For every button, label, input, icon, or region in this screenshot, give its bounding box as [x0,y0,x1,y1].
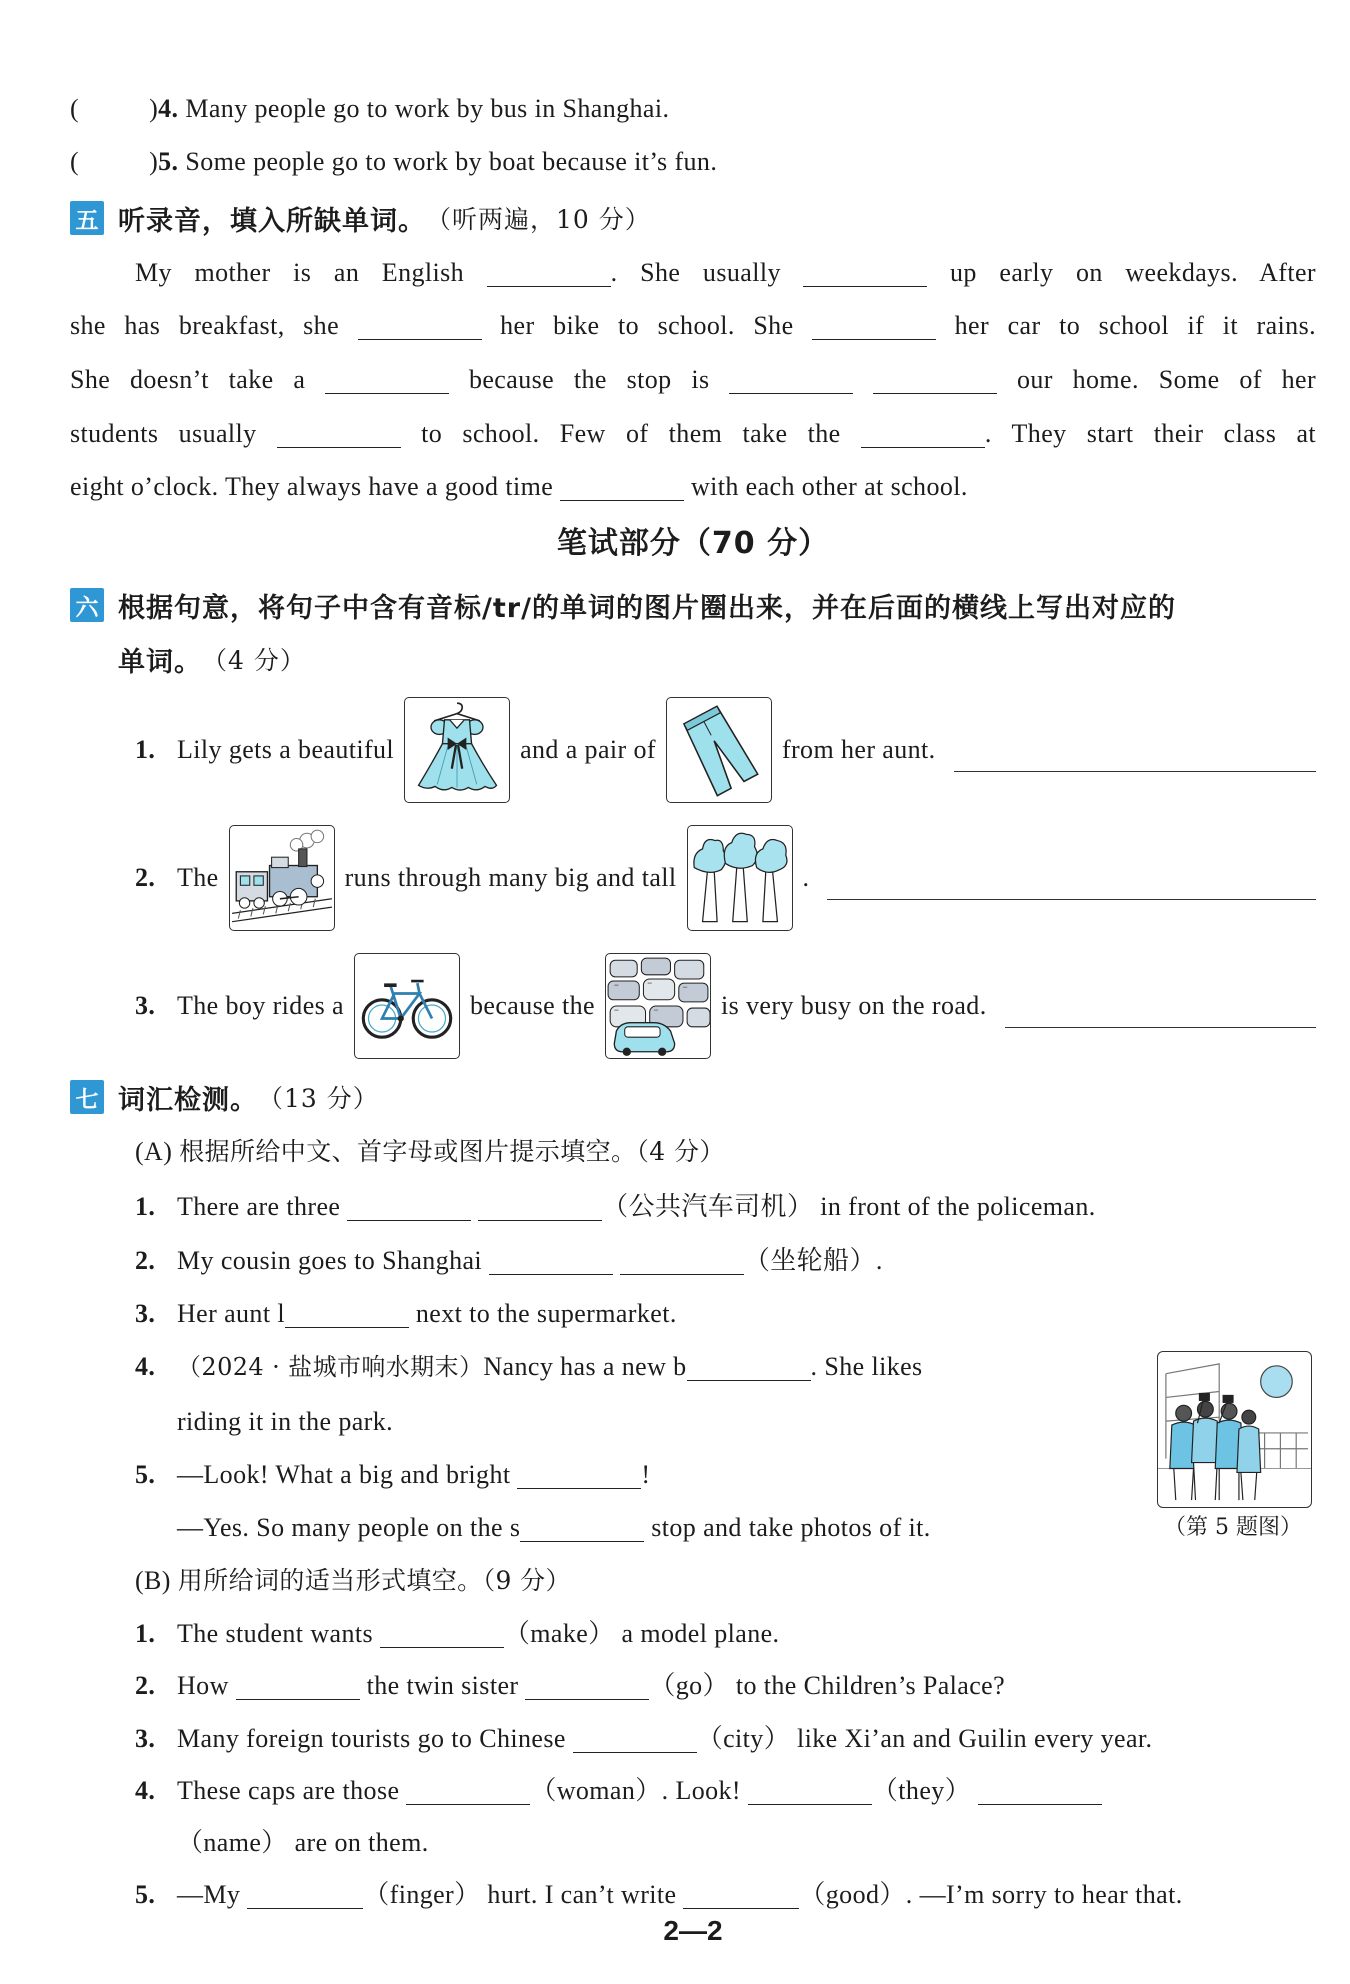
answer-blank [520,1514,644,1542]
item-text: Nancy has a new b [483,1352,687,1381]
item-text: from her aunt. [781,735,936,764]
part-label: (B) [135,1566,171,1595]
figure-caption: （第 5 题图） [1164,1515,1302,1540]
passage-text: up early on weekdays. After [950,258,1316,287]
picture-train [229,825,335,931]
item-text: （公共汽车司机） in front of the policeman. [602,1192,1096,1221]
item-number: 4. [158,94,179,123]
part-a-item-1 [135,1187,1316,1227]
answer-bracket-close: ) [149,147,159,176]
item-number: 1. [135,1192,156,1221]
item-number: 4. [135,1352,156,1381]
item-text: （make） a model plane. [503,1619,780,1648]
people-photographing-moon-icon [1158,1352,1311,1507]
item-text: （good）. [799,1880,913,1909]
item-text: These caps are those [177,1776,400,1805]
answer-blank [978,1777,1102,1805]
item-text: and a pair of [520,735,656,764]
part-a-item-2 [135,1241,1316,1281]
part-instructions: 用所给词的适当形式填空。（9 分） [177,1566,571,1595]
answer-blank [236,1672,360,1700]
section-points: （听两遍，10 分） [426,205,651,234]
item-text: （woman）. Look! [530,1776,741,1805]
item-text: （they） [871,1776,972,1805]
answer-blank [620,1247,744,1275]
passage-line-4 [70,414,1316,454]
bike-icon [355,954,459,1058]
figure-question-5 [1157,1351,1312,1508]
item-text: Her aunt l [177,1299,285,1328]
passage-text: with each other at school. [690,472,968,501]
section-5-heading [70,198,651,238]
section-badge: 五 [70,201,104,235]
dress-icon [405,698,509,802]
item-source: （2024 · 盐城市响水期末） [177,1353,484,1381]
passage-text: She doesn’t take a [70,365,306,394]
answer-blank [347,1193,471,1221]
item-number: 3. [135,1724,156,1753]
passage-text: My mother is an English [135,258,465,287]
part-a-item-5 [135,1455,1135,1495]
part-label: (A) [135,1137,173,1166]
part-b-item-1 [135,1614,1316,1654]
picture-dress [404,697,510,803]
item-text: riding it in the park. [177,1407,394,1436]
item-text: Some people go to work by boat because it’s fun. [185,147,718,176]
answer-blank [247,1881,363,1909]
item-text: The boy rides a [177,991,345,1020]
trees-icon [688,826,792,930]
passage-text: students usually [70,419,257,448]
item-text: My cousin goes to Shanghai [177,1246,483,1275]
answer-blank [406,1777,530,1805]
item-text: Lily gets a beautiful [177,735,395,764]
item-text: is very busy on the road. [720,991,987,1020]
item-text: . [802,863,810,892]
picture-bike [354,953,460,1059]
answer-blank [277,420,401,448]
section-6-heading [70,585,1176,625]
answer-blank [489,1247,613,1275]
part-a-item-5-reply [177,1508,1137,1548]
section-points: （13 分） [258,1084,379,1113]
answer-line [827,870,1316,900]
part-b-item-3 [135,1719,1316,1759]
answer-blank [812,312,936,340]
answer-blank [683,1881,799,1909]
judge-item-4 [70,89,1316,129]
section-badge: 六 [70,588,104,622]
passage-line-3 [70,360,1316,400]
item-number: 4. [135,1776,156,1805]
passage-text: to school. Few of them take the [421,419,841,448]
judge-item-5 [70,142,1316,182]
section-badge: 七 [70,1080,104,1114]
answer-blank [478,1193,602,1221]
item-number: 1. [135,735,156,764]
traffic-icon [606,954,710,1058]
picture-item-2 [135,823,1316,933]
item-text: runs through many big and tall [344,863,677,892]
passage-text: because the stop is [468,365,710,394]
answer-blank [525,1672,649,1700]
section-title: 单词。 [118,646,202,678]
item-number: 2. [135,1671,156,1700]
part-b-item-5 [135,1875,1316,1915]
answer-bracket-open: ( [70,94,80,123]
item-text: Many people go to work by bus in Shanghai. [185,94,670,123]
part-b-item-2 [135,1666,1316,1706]
item-text: How [177,1671,229,1700]
answer-blank [380,1620,504,1648]
item-text: . She likes [810,1352,923,1381]
section-title: 根据句意，将句子中含有音标/tr/的单词的图片圈出来，并在后面的横线上写出对应的 [118,592,1176,624]
item-number: 5. [135,1460,156,1489]
answer-blank [573,1725,697,1753]
answer-blank [861,420,985,448]
answer-bracket-close: ) [149,94,159,123]
part-a-item-4-continuation [177,1402,1077,1442]
passage-text: . She usually [610,258,781,287]
item-text: （city） like Xi’an and Guilin every year. [696,1724,1153,1753]
passage-text: eight o’clock. They always have a good time [70,472,554,501]
part-a-item-4 [135,1347,1135,1387]
item-number: 1. [135,1619,156,1648]
picture-traffic [605,953,711,1059]
picture-item-1 [135,695,1316,805]
answer-line [1005,998,1316,1028]
section-6-heading-line-2 [118,639,306,679]
part-b-heading [135,1561,1316,1601]
train-icon [230,826,334,930]
item-number: 2. [135,863,156,892]
section-title: 听录音，填入所缺单词。 [118,205,426,237]
answer-blank [285,1300,409,1328]
item-text: —Look! What a big and bright [177,1460,511,1489]
item-text: （finger） hurt. I can’t write [363,1880,677,1909]
passage-text: her bike to school. She [500,311,794,340]
item-text: because the [470,991,595,1020]
answer-blank [560,473,684,501]
answer-line [954,742,1316,772]
part-b-item-4-continuation [177,1823,1277,1863]
passage-line-1 [135,253,1316,293]
answer-blank [487,259,611,287]
passage-line-5 [70,467,1316,507]
item-text: There are three [177,1192,341,1221]
item-text: —Yes. So many people on the s [177,1513,521,1542]
item-text: （go） to the Children’s Palace? [649,1671,1006,1700]
item-text: （坐轮船）. [743,1246,883,1275]
item-text: the twin sister [366,1671,519,1700]
passage-text: our home. Some of her [1016,365,1316,394]
part-a-heading [135,1132,1316,1172]
item-number: 3. [135,1299,156,1328]
part-instructions: 根据所给中文、首字母或图片提示填空。（4 分） [179,1137,725,1166]
answer-blank [358,312,482,340]
answer-blank [873,366,997,394]
section-title: 词汇检测。 [118,1084,258,1116]
answer-blank [729,366,853,394]
answer-bracket-open: ( [70,147,80,176]
item-text: The student wants [177,1619,373,1648]
trousers-icon [667,698,771,802]
passage-text: she has breakfast, she [70,311,340,340]
item-text: The [177,863,219,892]
item-number: 5. [158,147,179,176]
item-number: 3. [135,991,156,1020]
item-text: —I’m sorry to hear that. [919,1880,1183,1909]
item-text: （name） are on them. [177,1828,429,1857]
item-number: 2. [135,1246,156,1275]
item-text: stop and take photos of it. [651,1513,931,1542]
item-number: 5. [135,1880,156,1909]
page-number: 2—2 [663,1915,723,1946]
answer-blank [517,1461,641,1489]
section-7-heading [70,1077,379,1117]
answer-blank [803,259,927,287]
picture-trousers [666,697,772,803]
item-text: Many foreign tourists go to Chinese [177,1724,566,1753]
passage-text: . They start their class at [984,419,1316,448]
item-text: —My [177,1880,241,1909]
part-b-item-4 [135,1771,1316,1811]
picture-item-3 [135,951,1316,1061]
part-a-item-3 [135,1294,1316,1334]
picture-trees [687,825,793,931]
answer-blank [325,366,449,394]
item-text: ! [641,1460,651,1489]
written-part-title: 笔试部分（70 分） [556,526,830,561]
passage-line-2 [70,306,1316,346]
item-text: next to the supermarket. [415,1299,677,1328]
passage-text: her car to school if it rains. [954,311,1316,340]
section-points: （4 分） [202,646,306,675]
answer-blank [748,1777,872,1805]
answer-blank [687,1353,811,1381]
